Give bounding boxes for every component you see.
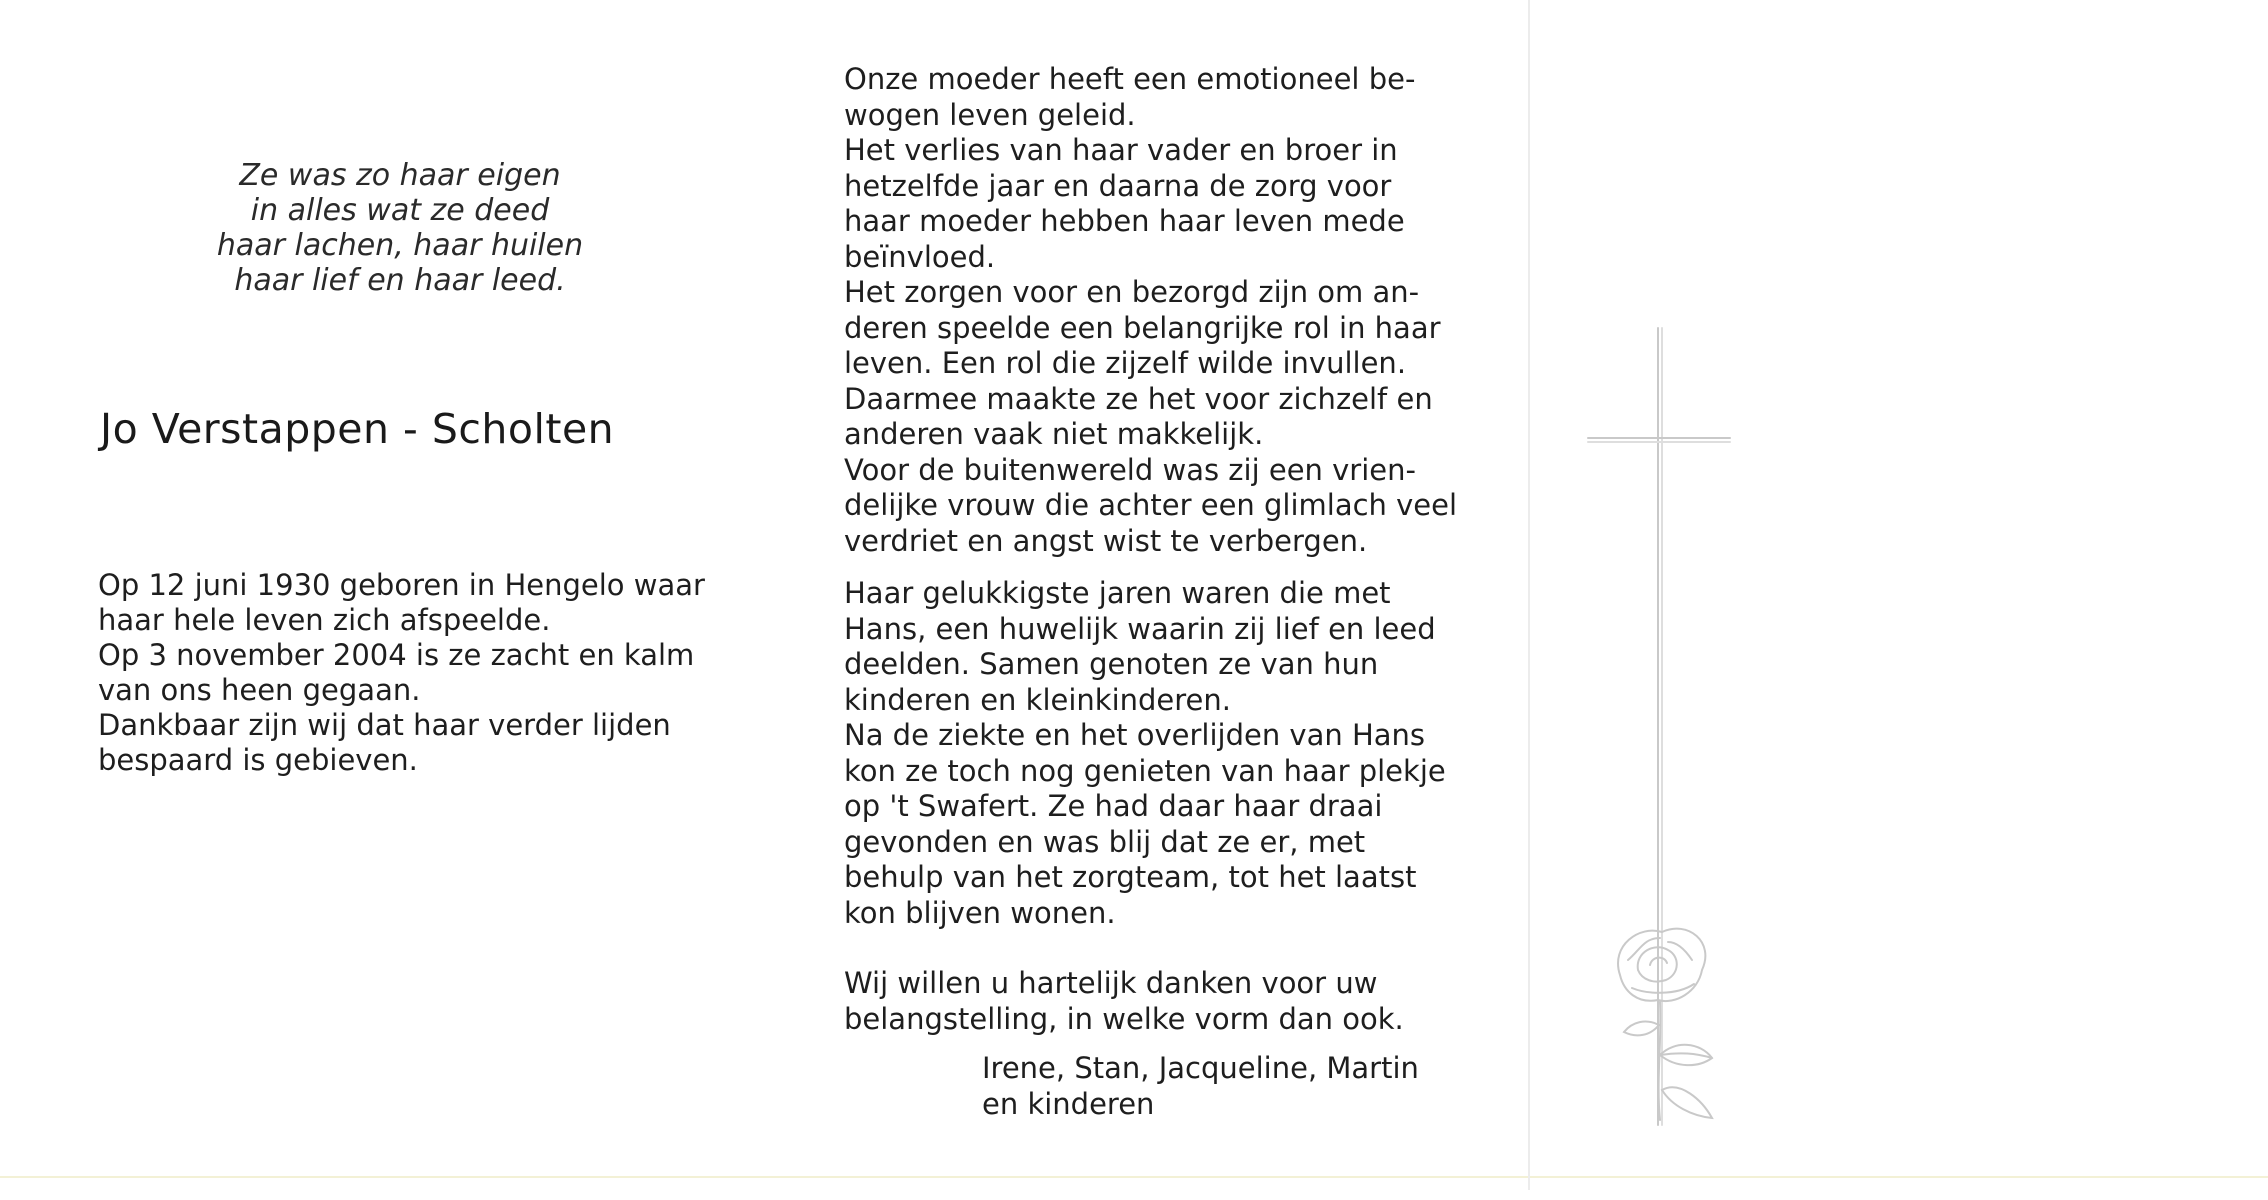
thanks-paragraph bbox=[844, 966, 1444, 1037]
fold-line bbox=[1528, 0, 1530, 1190]
text-line: Het verlies van haar vader en broer in bbox=[844, 133, 1398, 167]
life-story bbox=[844, 62, 1458, 1122]
poem-line: haar lachen, haar huilen bbox=[216, 228, 584, 263]
text-line: anderen vaak niet makkelijk. bbox=[844, 417, 1264, 451]
paragraph-2 bbox=[844, 576, 1444, 931]
text-line: hetzelfde jaar en daarna de zorg voor bbox=[844, 168, 1392, 203]
text-line: op 't Swafert. Ze had daar haar draai bbox=[844, 789, 1383, 823]
text-line: Hans, een huwelijk waarin zij lief en leed bbox=[844, 611, 1436, 646]
deceased-name: Jo Verstappen - Scholten bbox=[100, 405, 615, 453]
poem-line: in alles wat ze deed bbox=[250, 193, 550, 228]
bio-line: haar hele leven zich afspeelde. bbox=[98, 603, 551, 637]
text-line: verdriet en angst wist te verbergen. bbox=[844, 523, 1368, 558]
text-line: haar moeder hebben haar leven mede bbox=[844, 204, 1405, 238]
text-line: kon blijven wonen. bbox=[844, 895, 1116, 930]
text-line: Daarmee maakte ze het voor zichzelf en bbox=[844, 381, 1433, 416]
text-line: deelden. Samen genoten ze van hun bbox=[844, 647, 1379, 681]
signature bbox=[844, 1051, 1444, 1122]
text-line: Het zorgen voor en bezorgd zijn om an- bbox=[844, 275, 1420, 309]
text-line: Wij willen u hartelijk danken voor uw bbox=[844, 966, 1378, 1000]
bio-line: Dankbaar zijn wij dat haar verder lijden bbox=[98, 708, 671, 742]
text-line: kon ze toch nog genieten van haar plekje bbox=[844, 753, 1446, 788]
text-line: gevonden en was blij dat ze er, met bbox=[844, 824, 1366, 859]
card-edge bbox=[0, 1176, 2268, 1178]
bio-line: Op 3 november 2004 is ze zacht en kalm bbox=[98, 638, 695, 672]
poem bbox=[150, 158, 650, 298]
paragraph-1 bbox=[844, 62, 1458, 559]
text-line: wogen leven geleid. bbox=[844, 97, 1136, 132]
signature-line: Irene, Stan, Jacqueline, Martin bbox=[982, 1051, 1419, 1085]
text-line: deren speelde een belangrijke rol in haar bbox=[844, 310, 1441, 345]
text-line: kinderen en kleinkinderen. bbox=[844, 682, 1231, 717]
signature-line: en kinderen bbox=[982, 1086, 1155, 1121]
bio-line: bespaard is gebieven. bbox=[98, 743, 418, 777]
text-line: delijke vrouw die achter een glimlach veel bbox=[844, 488, 1458, 522]
text-line: Na de ziekte en het overlijden van Hans bbox=[844, 718, 1426, 752]
bio-line: van ons heen gegaan. bbox=[98, 673, 421, 707]
text-line: Voor de buitenwereld was zij een vrien- bbox=[844, 452, 1416, 487]
text-line: beïnvloed. bbox=[844, 239, 996, 274]
text-line: belangstelling, in welke vorm dan ook. bbox=[844, 1001, 1404, 1036]
bio-line: Op 12 juni 1930 geboren in Hengelo waar bbox=[98, 568, 705, 602]
text-line: behulp van het zorgteam, tot het laatst bbox=[844, 860, 1417, 894]
poem-line: haar lief en haar leed. bbox=[234, 263, 566, 298]
poem-line: Ze was zo haar eigen bbox=[239, 158, 561, 193]
cross-with-rose-icon bbox=[1580, 320, 1740, 1140]
text-line: leven. Een rol die zijzelf wilde invullen. bbox=[844, 346, 1407, 380]
text-line: Onze moeder heeft een emotioneel be- bbox=[844, 62, 1416, 96]
text-line: Haar gelukkigste jaren waren die met bbox=[844, 576, 1391, 610]
biography bbox=[98, 568, 738, 778]
